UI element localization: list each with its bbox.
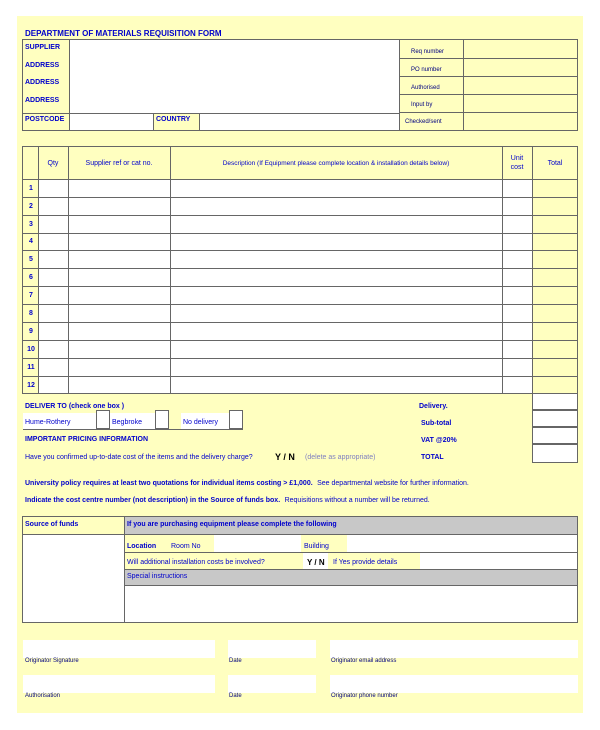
- originator-signature-label: Originator Signature: [25, 658, 79, 664]
- form-title: DEPARTMENT OF MATERIALS REQUISITION FORM: [25, 29, 222, 38]
- confirm-cost-question: Have you confirmed up-to-date cost of the items and the delivery charge?: [25, 454, 253, 461]
- subtotal-amount-input[interactable]: [532, 410, 578, 427]
- country-label: COUNTRY: [156, 116, 191, 123]
- total-amount-input[interactable]: [532, 444, 578, 463]
- checked-sent-label: Checked/sent: [405, 119, 442, 125]
- originator-signature-input[interactable]: [23, 640, 215, 658]
- row-number: 6: [29, 274, 33, 281]
- divider: [399, 112, 577, 113]
- policy-text: [25, 472, 469, 490]
- vat-label: VAT @20%: [421, 437, 457, 444]
- no-delivery-label: No delivery: [183, 419, 219, 426]
- country-input[interactable]: [199, 113, 399, 130]
- originator-phone-input[interactable]: [330, 675, 578, 693]
- confirm-cost-yn[interactable]: Y / N: [275, 452, 295, 462]
- policy-bold: University policy requires at least two quotations for individual items costing > £1,000.: [25, 480, 313, 487]
- divider: [23, 429, 243, 430]
- address-label: ADDRESS: [25, 79, 60, 86]
- policy-normal: See departmental website for further information.: [317, 480, 469, 487]
- supplier-address-input[interactable]: [69, 40, 399, 113]
- equipment-header: If you are purchasing equipment please complete the following: [127, 521, 337, 528]
- special-instructions-input[interactable]: [125, 586, 577, 622]
- installation-yn[interactable]: Y / N: [307, 558, 325, 567]
- date-label: Date: [229, 658, 242, 664]
- row-number: 5: [29, 256, 33, 263]
- begbroke-checkbox[interactable]: [155, 410, 169, 429]
- row-number: 7: [29, 292, 33, 299]
- source-of-funds-input[interactable]: [23, 535, 123, 622]
- special-instructions-header-bg: [124, 569, 578, 586]
- special-instructions-label: Special instructions: [127, 573, 188, 580]
- divider: [399, 58, 577, 59]
- installation-details-input[interactable]: [420, 553, 577, 569]
- divider: [463, 40, 464, 130]
- postcode-label: POSTCODE: [25, 116, 65, 123]
- hume-rothery-label: Hume-Rothery: [25, 419, 71, 426]
- row-number: 1: [29, 185, 33, 192]
- date-label: Date: [229, 693, 242, 699]
- room-number-input[interactable]: [214, 535, 301, 552]
- row-number: 11: [27, 364, 35, 371]
- divider: [153, 113, 154, 130]
- building-input[interactable]: [347, 535, 577, 552]
- hume-rothery-checkbox[interactable]: [96, 410, 110, 429]
- divider: [170, 146, 171, 394]
- total-label: TOTAL: [421, 454, 444, 461]
- divider: [532, 146, 533, 394]
- qty-header: Qty: [47, 160, 59, 167]
- input-by-label: Input by: [411, 102, 433, 108]
- description-header: Description (If Equipment please complete location & installation details below): [222, 160, 450, 167]
- unit-cost-header: Unit cost: [510, 155, 524, 171]
- req-number-label: Req number: [411, 49, 445, 55]
- cost-centre-normal: Requisitions without a number will be returned.: [284, 497, 430, 504]
- supplier-ref-header: Supplier ref or cat no.: [85, 160, 153, 167]
- authorisation-label: Authorisation: [25, 693, 61, 699]
- no-delivery-checkbox[interactable]: [229, 410, 243, 429]
- if-yes-label: If Yes provide details: [333, 559, 398, 566]
- authorised-label: Authorised: [411, 85, 440, 91]
- deliver-to-label: DELIVER TO (check one box ): [25, 403, 125, 410]
- pricing-info-heading: IMPORTANT PRICING INFORMATION: [25, 436, 149, 443]
- date-input[interactable]: [228, 640, 316, 658]
- row-number: 9: [29, 328, 33, 335]
- begbroke-label: Begbroke: [112, 419, 142, 426]
- total-header: Total: [547, 160, 563, 167]
- originator-email-input[interactable]: [330, 640, 578, 658]
- divider: [502, 146, 503, 394]
- divider: [22, 113, 400, 114]
- row-number: 2: [29, 203, 33, 210]
- address-label: ADDRESS: [25, 62, 60, 69]
- po-number-label: PO number: [411, 67, 442, 73]
- authorisation-input[interactable]: [23, 675, 215, 693]
- postcode-input[interactable]: [69, 113, 153, 130]
- location-label: Location: [127, 543, 157, 550]
- row-number: 12: [27, 382, 35, 389]
- divider: [68, 146, 69, 394]
- building-label: Building: [304, 543, 329, 550]
- row-number: 4: [29, 238, 33, 245]
- divider: [399, 40, 400, 130]
- divider: [399, 76, 577, 77]
- cost-centre-text: [25, 489, 430, 507]
- delivery-total-label: Delivery.: [419, 403, 448, 410]
- divider: [399, 94, 577, 95]
- subtotal-label: Sub-total: [421, 420, 452, 427]
- supplier-label: SUPPLIER: [25, 44, 61, 51]
- vat-amount-input[interactable]: [532, 427, 578, 444]
- installation-question: Will additional installation costs be involved?: [127, 559, 265, 566]
- source-of-funds-label: Source of funds: [25, 521, 79, 528]
- delivery-amount-input[interactable]: [532, 393, 578, 410]
- row-number: 10: [27, 346, 35, 353]
- row-number: 8: [29, 310, 33, 317]
- requisition-form: [17, 16, 583, 713]
- divider: [22, 179, 578, 180]
- address-label: ADDRESS: [25, 97, 60, 104]
- divider: [199, 113, 200, 130]
- originator-phone-label: Originator phone number: [331, 693, 398, 699]
- delete-note: (delete as appropriate): [305, 454, 376, 461]
- row-number: 3: [29, 221, 33, 228]
- room-number-label: Room No: [171, 543, 201, 550]
- cost-centre-bold: Indicate the cost centre number (not description) in the Source of funds box.: [25, 497, 281, 504]
- divider: [38, 146, 39, 394]
- divider: [69, 40, 70, 130]
- date-input[interactable]: [228, 675, 316, 693]
- originator-email-label: Originator email address: [331, 658, 397, 664]
